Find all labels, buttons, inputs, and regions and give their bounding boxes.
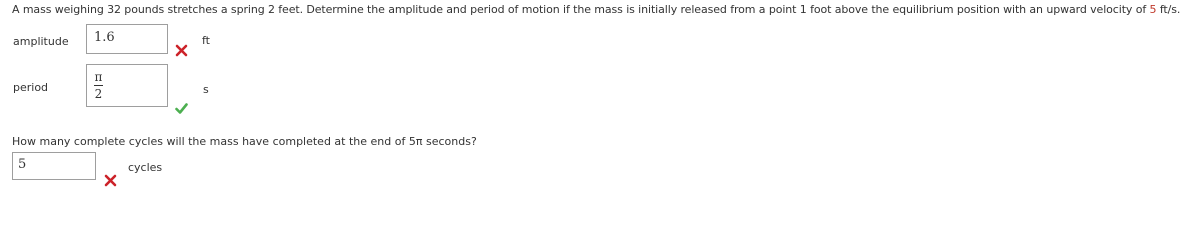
cycles-input[interactable]: 5 [12, 152, 96, 180]
question-part2: ft/s. [1156, 3, 1181, 16]
incorrect-x-icon [104, 174, 117, 187]
amplitude-input[interactable]: 1.6 [86, 24, 168, 54]
fraction-bar [94, 85, 103, 86]
period-unit: s [203, 83, 209, 96]
period-input[interactable] [86, 64, 168, 107]
cycles-question-part1: How many complete cycles will the mass have completed at the end of [12, 135, 409, 148]
incorrect-x-icon [175, 44, 188, 57]
period-numerator: π [94, 70, 103, 84]
question-part1: A mass weighing 32 pounds stretches a spring 2 feet. Determine the amplitude and period of motion if the mass is initially released from a point 1 foot above the equilibrium position with an upward velocity of [12, 3, 1150, 16]
cycles-question-text [12, 135, 477, 148]
period-fraction [94, 71, 103, 100]
cycles-unit: cycles [128, 161, 163, 174]
period-label: period [13, 81, 49, 94]
amplitude-label: amplitude [13, 35, 69, 48]
cycles-question-time: 5π [408, 135, 423, 148]
question-text [12, 3, 1180, 16]
amplitude-unit: ft [202, 34, 210, 47]
cycles-question-part2: seconds? [422, 135, 477, 148]
question-velocity-value: 5 [1149, 3, 1157, 16]
period-denominator: 2 [94, 87, 103, 101]
correct-check-icon [175, 102, 188, 115]
